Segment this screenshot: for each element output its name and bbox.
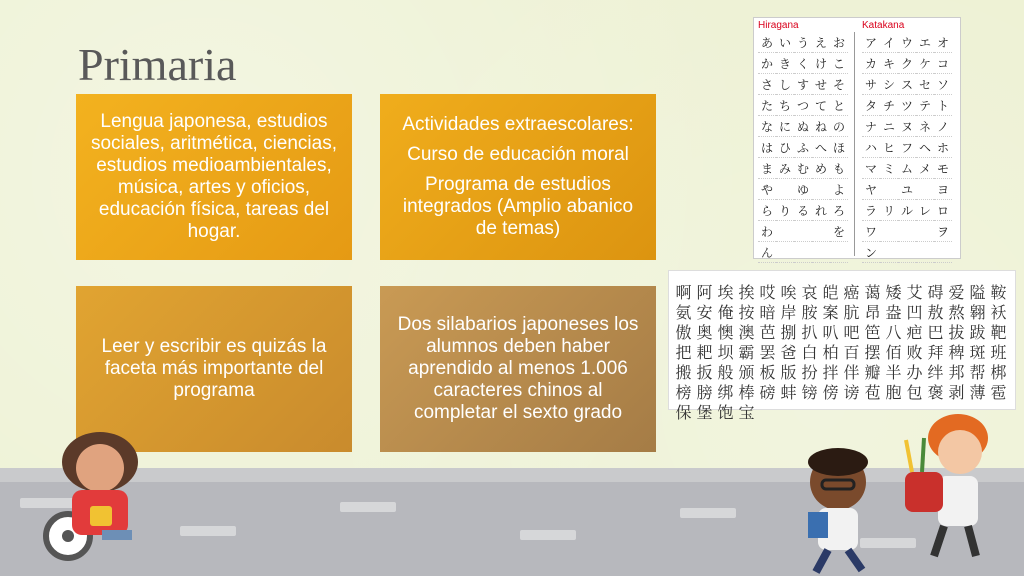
kanji-character: 唉 (780, 284, 797, 302)
kanji-character: 颁 (738, 364, 755, 382)
kanji-chart-image (668, 270, 1016, 422)
kana-character: ね (812, 116, 830, 137)
kanji-character: 癌 (843, 284, 860, 302)
kana-character: く (794, 53, 812, 74)
kanji-character: 把 (675, 344, 692, 362)
kanji-character: 矮 (885, 284, 902, 302)
kanji-character: 雹 (990, 384, 1007, 402)
kanji-character: 班 (990, 344, 1007, 362)
kanji-character: 捌 (780, 324, 797, 342)
kana-character: テ (916, 95, 934, 116)
kanji-character: 榜 (675, 384, 692, 402)
kanji-character: 懊 (717, 324, 734, 342)
kanji-character: 瓣 (864, 364, 881, 382)
kanji-character: 奥 (696, 324, 713, 342)
kanji-character: 帮 (969, 364, 986, 382)
kanji-character: 胞 (885, 384, 902, 402)
kanji-character: 袄 (990, 304, 1007, 322)
kanji-character: 堡 (696, 404, 713, 422)
kana-character: む (794, 158, 812, 179)
kanji-character: 扒 (801, 324, 818, 342)
kana-character: う (794, 32, 812, 53)
kana-character: め (812, 158, 830, 179)
kanji-character: 艾 (906, 284, 923, 302)
kana-character: せ (812, 74, 830, 95)
kana-character (812, 179, 830, 200)
kana-character: ウ (898, 32, 916, 53)
kanji-character: 褒 (927, 384, 944, 402)
kana-character: ル (898, 200, 916, 221)
kana-character: し (776, 74, 794, 95)
kanji-character: 罢 (759, 344, 776, 362)
kanji-character: 暗 (759, 304, 776, 322)
kana-character: の (830, 116, 848, 137)
kana-character: ワ (862, 221, 880, 242)
kanji-character: 凹 (906, 304, 923, 322)
kana-character: わ (758, 221, 776, 242)
kana-character: ナ (862, 116, 880, 137)
kanji-character: 敖 (927, 304, 944, 322)
kana-character: セ (916, 74, 934, 95)
kana-character: お (830, 32, 848, 53)
kana-character (880, 221, 898, 242)
kana-character: ハ (862, 137, 880, 158)
kanji-character: 摆 (864, 344, 881, 362)
kana-character: ち (776, 95, 794, 116)
kanji-character: 邦 (948, 364, 965, 382)
kana-character: け (812, 53, 830, 74)
kana-character (794, 242, 812, 263)
kana-character: タ (862, 95, 880, 116)
hiragana-grid (758, 32, 848, 263)
kanji-character: 拜 (927, 344, 944, 362)
kana-character: え (812, 32, 830, 53)
kana-chart-image (753, 17, 961, 259)
kanji-character: 绑 (717, 384, 734, 402)
kana-character: ア (862, 32, 880, 53)
kanji-character: 败 (906, 344, 923, 362)
kanji-character: 按 (738, 304, 755, 322)
kana-character: へ (812, 137, 830, 158)
kana-character: ゆ (794, 179, 812, 200)
kanji-character: 皑 (822, 284, 839, 302)
kanji-character: 白 (801, 344, 818, 362)
activities-line: Programa de estudios integrados (Amplio abanico de temas) (402, 174, 634, 239)
kana-character: つ (794, 95, 812, 116)
kana-character (776, 179, 794, 200)
kana-character: カ (862, 53, 880, 74)
kana-character: ヲ (934, 221, 952, 242)
kana-character: ト (934, 95, 952, 116)
kana-character: り (776, 200, 794, 221)
kanji-character: 百 (843, 344, 860, 362)
kana-character: エ (916, 32, 934, 53)
kana-character: ひ (776, 137, 794, 158)
kana-character: れ (812, 200, 830, 221)
kana-character: ヌ (898, 116, 916, 137)
kanji-character: 宝 (738, 404, 755, 422)
hiragana-label: Hiragana (758, 20, 799, 31)
kanji-character: 绊 (927, 364, 944, 382)
kanji-character: 隘 (969, 284, 986, 302)
kanji-character: 霸 (738, 344, 755, 362)
kanji-character: 扳 (696, 364, 713, 382)
kana-character: ネ (916, 116, 934, 137)
kanji-character: 耙 (696, 344, 713, 362)
kanji-character: 巴 (927, 324, 944, 342)
kana-character: メ (916, 158, 934, 179)
kana-character (794, 221, 812, 242)
kana-character: た (758, 95, 776, 116)
kanji-character: 保 (675, 404, 692, 422)
kanji-character: 昂 (864, 304, 881, 322)
kana-character: や (758, 179, 776, 200)
activities-line: Actividades extraescolares: (402, 114, 634, 135)
kanji-character: 饱 (717, 404, 734, 422)
kana-character: オ (934, 32, 952, 53)
kana-character: は (758, 137, 776, 158)
kanji-character: 疤 (906, 324, 923, 342)
kana-character (934, 242, 952, 263)
kana-character: キ (880, 53, 898, 74)
kanji-character: 埃 (717, 284, 734, 302)
kana-character: ヒ (880, 137, 898, 158)
kanji-character: 哀 (801, 284, 818, 302)
kana-character: ほ (830, 137, 848, 158)
kana-character: チ (880, 95, 898, 116)
kana-character: す (794, 74, 812, 95)
kana-character: ら (758, 200, 776, 221)
kanji-character: 蔼 (864, 284, 881, 302)
kana-character: ノ (934, 116, 952, 137)
slide-title: Primaria (78, 39, 237, 90)
kanji-character: 吧 (843, 324, 860, 342)
kana-character: イ (880, 32, 898, 53)
kana-character: ン (862, 242, 880, 263)
kana-character: マ (862, 158, 880, 179)
kanji-character: 傍 (822, 384, 839, 402)
kanji-character: 笆 (864, 324, 881, 342)
kana-character: さ (758, 74, 776, 95)
kanji-character: 棒 (738, 384, 755, 402)
kanji-character: 包 (906, 384, 923, 402)
kanji-character: 膀 (696, 384, 713, 402)
kanji-character: 芭 (759, 324, 776, 342)
kanji-character: 蚌 (780, 384, 797, 402)
kana-character: か (758, 53, 776, 74)
kanji-character: 拔 (948, 324, 965, 342)
syllabaries-text: Dos silabarios japoneses los alumnos deben haber aprendido al menos 1.006 caracteres chinos al completar el sexto grado (397, 314, 639, 423)
kanji-character: 肮 (843, 304, 860, 322)
reading-writing-text: Leer y escribir es quizás la faceta más importante del programa (101, 336, 327, 401)
kanji-character: 搬 (675, 364, 692, 382)
kana-character: シ (880, 74, 898, 95)
kana-character: ケ (916, 53, 934, 74)
kana-character: き (776, 53, 794, 74)
kanji-character: 阿 (696, 284, 713, 302)
kana-character: レ (916, 200, 934, 221)
kana-character: あ (758, 32, 776, 53)
kana-character: ふ (794, 137, 812, 158)
kanji-character: 坝 (717, 344, 734, 362)
kanji-character: 岸 (780, 304, 797, 322)
kanji-character: 熬 (948, 304, 965, 322)
kana-character: も (830, 158, 848, 179)
kanji-character: 挨 (738, 284, 755, 302)
kana-character (776, 242, 794, 263)
kana-character: こ (830, 53, 848, 74)
kana-character: サ (862, 74, 880, 95)
kana-character: ミ (880, 158, 898, 179)
kana-character (880, 242, 898, 263)
kana-character: ム (898, 158, 916, 179)
kanji-character: 剥 (948, 384, 965, 402)
kanji-character: 梆 (990, 364, 1007, 382)
kana-character (880, 179, 898, 200)
kanji-character: 爸 (780, 344, 797, 362)
kanji-character: 澳 (738, 324, 755, 342)
kana-character: る (794, 200, 812, 221)
kana-character: ホ (934, 137, 952, 158)
kanji-character: 拌 (822, 364, 839, 382)
kanji-character: 盎 (885, 304, 902, 322)
kana-character (916, 221, 934, 242)
kanji-character: 苞 (864, 384, 881, 402)
activities-line: Curso de educación moral (407, 144, 629, 165)
katakana-label: Katakana (862, 20, 905, 31)
syllabaries-box (380, 286, 656, 452)
kana-character: リ (880, 200, 898, 221)
kana-character: を (830, 221, 848, 242)
kana-character: な (758, 116, 776, 137)
subjects-text: Lengua japonesa, estudios sociales, aritmética, ciencias, estudios medioambientales, música, artes y oficios, educación física, tareas del hogar. (90, 111, 338, 242)
kana-character: ソ (934, 74, 952, 95)
kanji-character: 案 (822, 304, 839, 322)
kana-character (898, 242, 916, 263)
kanji-character: 氨 (675, 304, 692, 322)
kanji-character: 啊 (675, 284, 692, 302)
kanji-character: 鞍 (990, 284, 1007, 302)
kana-character: よ (830, 179, 848, 200)
kanji-character: 跋 (969, 324, 986, 342)
kanji-character: 胺 (801, 304, 818, 322)
kanji-character: 安 (696, 304, 713, 322)
kana-character: ニ (880, 116, 898, 137)
kanji-character: 碍 (927, 284, 944, 302)
kana-character: ヘ (916, 137, 934, 158)
kanji-character: 伴 (843, 364, 860, 382)
kanji-character: 般 (717, 364, 734, 382)
kana-character: と (830, 95, 848, 116)
kana-character (830, 242, 848, 263)
kana-character (812, 221, 830, 242)
kana-character: そ (830, 74, 848, 95)
kanji-character: 叭 (822, 324, 839, 342)
kana-character: ロ (934, 200, 952, 221)
kanji-character: 镑 (801, 384, 818, 402)
katakana-grid (862, 32, 952, 263)
kana-character (812, 242, 830, 263)
subjects-box (76, 94, 352, 260)
kanji-character: 斑 (969, 344, 986, 362)
kanji-character: 板 (759, 364, 776, 382)
kana-character: ス (898, 74, 916, 95)
kanji-character: 谤 (843, 384, 860, 402)
kana-character (916, 179, 934, 200)
kanji-character: 靶 (990, 324, 1007, 342)
street-decoration (0, 468, 1024, 576)
kanji-character: 爱 (948, 284, 965, 302)
kanji-character: 八 (885, 324, 902, 342)
kanji-character: 翱 (969, 304, 986, 322)
kana-character: ツ (898, 95, 916, 116)
kana-character: み (776, 158, 794, 179)
kanji-character: 扮 (801, 364, 818, 382)
kanji-character: 办 (906, 364, 923, 382)
kana-character: い (776, 32, 794, 53)
kana-character: ぬ (794, 116, 812, 137)
kana-character: ま (758, 158, 776, 179)
kana-character: モ (934, 158, 952, 179)
kanji-character: 佰 (885, 344, 902, 362)
kana-character: ん (758, 242, 776, 263)
kanji-character: 傲 (675, 324, 692, 342)
kana-character: ろ (830, 200, 848, 221)
kana-character: ラ (862, 200, 880, 221)
activities-box (380, 94, 656, 260)
kana-character: フ (898, 137, 916, 158)
kanji-character: 薄 (969, 384, 986, 402)
kana-character: ヨ (934, 179, 952, 200)
kana-character (916, 242, 934, 263)
kanji-character: 柏 (822, 344, 839, 362)
kanji-character: 俺 (717, 304, 734, 322)
kana-character (898, 221, 916, 242)
kana-character: ユ (898, 179, 916, 200)
kanji-character: 磅 (759, 384, 776, 402)
kana-character: ヤ (862, 179, 880, 200)
kana-character (776, 221, 794, 242)
kana-character: コ (934, 53, 952, 74)
kana-character: に (776, 116, 794, 137)
kanji-character: 稗 (948, 344, 965, 362)
kanji-character: 半 (885, 364, 902, 382)
kanji-character: 哎 (759, 284, 776, 302)
kana-character: ク (898, 53, 916, 74)
kana-character: て (812, 95, 830, 116)
reading-writing-box (76, 286, 352, 452)
kanji-character: 版 (780, 364, 797, 382)
